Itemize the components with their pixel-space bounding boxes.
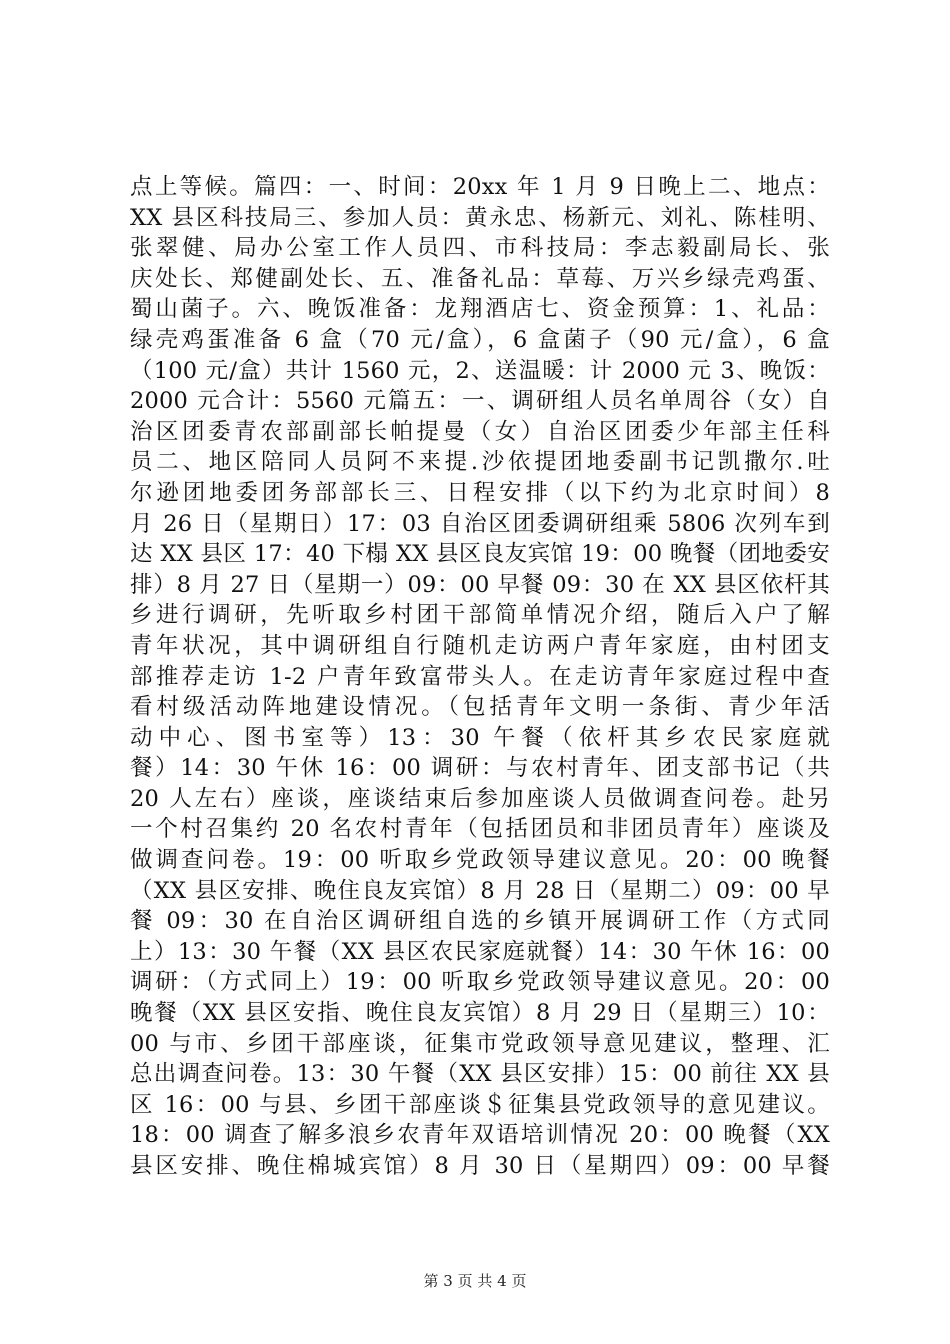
text-line: 看村级活动阵地建设情况。（包括青年文明一条街、青少年活 [130, 694, 830, 721]
text-line: 乡进行调研，先听取乡村团干部简单情况介绍，随后入户了解 [130, 602, 830, 629]
text-line: 点上等候。篇四：一、时间：20xx 年 1 月 9 日晚上二、地点： [130, 174, 830, 200]
text-line: 2000 元合计：5560 元篇五：一、调研组人员名单周谷（女）自 [130, 388, 830, 415]
text-line: 00 与市、乡团干部座谈，征集市党政领导意见建议，整理、汇 [130, 1030, 830, 1057]
text-line: 上）13：30 午餐（XX 县区农民家庭就餐）14：30 午休 16：00 [130, 938, 830, 965]
text-line: 餐 09：30 在自治区调研组自选的乡镇开展调研工作（方式同 [130, 908, 830, 935]
text-line: 20 人左右）座谈，座谈结束后参加座谈人员做调查问卷。赴另 [130, 785, 830, 812]
document-body [130, 172, 830, 1182]
text-line: 排）8 月 27 日（星期一）09：00 早餐 09：30 在 XX 县区依杆其 [130, 571, 830, 598]
text-line: 青年状况，其中调研组自行随机走访两户青年家庭，由村团支 [130, 632, 830, 659]
text-line: 蜀山菌子。六、晚饭准备：龙翔酒店七、资金预算：1、礼品： [130, 296, 830, 323]
text-line: 员二、地区陪同人员阿不来提.沙依提团地委副书记凯撒尔.吐 [130, 449, 830, 476]
text-line: 月 26 日（星期日）17：03 自治区团委调研组乘 5806 次列车到 [130, 510, 830, 537]
text-line: 治区团委青农部副部长帕提曼（女）自治区团委少年部主任科 [130, 418, 830, 445]
text-line: 餐）14：30 午休 16：00 调研：与农村青年、团支部书记（共 [130, 755, 830, 782]
text-line: 动中心、图书室等）13：30 午餐（依杆其乡农民家庭就 [130, 724, 830, 751]
text-line: （100 元/盒）共计 1560 元，2、送温暖：计 2000 元 3、晚饭： [130, 357, 830, 384]
text-line: 达 XX 县区 17：40 下榻 XX 县区良友宾馆 19：00 晚餐（团地委安 [130, 541, 830, 568]
page-footer: 第 3 页 共 4 页 [423, 1272, 527, 1290]
text-line: 尔逊团地委团务部部长三、日程安排（以下约为北京时间）8 [130, 479, 830, 506]
text-line: 18：00 调查了解多浪乡农青年双语培训情况 20：00 晚餐（XX [130, 1122, 830, 1149]
text-line: 调研：（方式同上）19：00 听取乡党政领导建议意见。20：00 [130, 969, 830, 996]
text-line: （XX 县区安排、晚住良友宾馆）8 月 28 日（星期二）09：00 早 [130, 877, 830, 904]
text-line: XX 县区科技局三、参加人员：黄永忠、杨新元、刘礼、陈桂明、 [130, 204, 830, 231]
text-line: 绿壳鸡蛋准备 6 盒（70 元/盒），6 盒菌子（90 元/盒），6 盒 [130, 326, 830, 353]
text-line: 晚餐（XX 县区安指、晚住良友宾馆）8 月 29 日（星期三）10： [130, 1000, 830, 1027]
text-line: 庆处长、郑健副处长、五、准备礼品：草莓、万兴乡绿壳鸡蛋、 [130, 265, 830, 292]
text-line: 一个村召集约 20 名农村青年（包括团员和非团员青年）座谈及 [130, 816, 830, 843]
text-line: 县区安排、晚住棉城宾馆）8 月 30 日（星期四）09：00 早餐 [130, 1153, 830, 1179]
text-line: 总出调查问卷。13：30 午餐（XX 县区安排）15：00 前往 XX 县 [130, 1061, 830, 1088]
text-line: 做调查问卷。19：00 听取乡党政领导建议意见。20：00 晚餐 [130, 847, 830, 874]
text-line: 区 16：00 与县、乡团干部座谈＄征集县党政领导的意见建议。 [130, 1091, 830, 1118]
text-line: 张翠健、局办公室工作人员四、市科技局：李志毅副局长、张 [130, 235, 830, 262]
text-line: 部推荐走访 1-2 户青年致富带头人。在走访青年家庭过程中查 [130, 663, 830, 690]
